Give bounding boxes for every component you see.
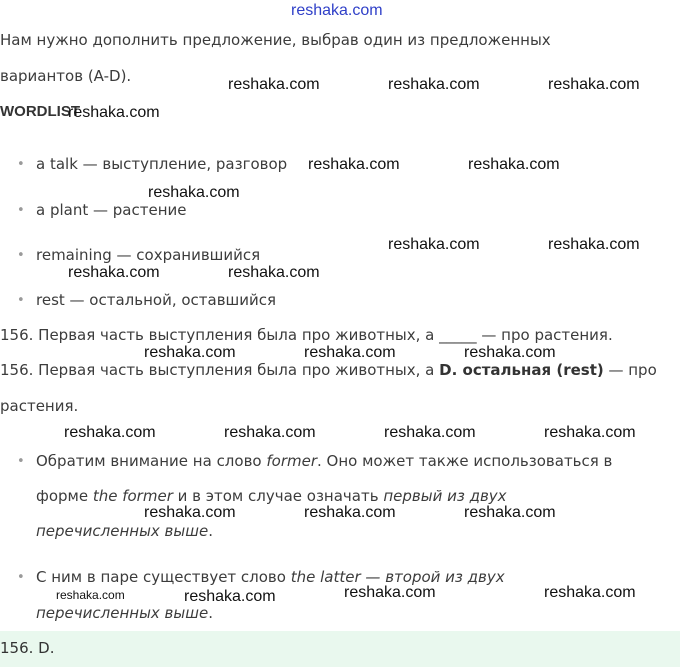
answer-suffix: — про (603, 361, 657, 379)
wordlist-item: rest — остальной, оставшийся (36, 291, 277, 309)
watermark: reshaka.com (68, 104, 160, 121)
watermark: reshaka.com (184, 588, 276, 605)
watermark: reshaka.com (144, 344, 236, 361)
watermark: reshaka.com (56, 588, 125, 602)
note-term: перечисленных выше (36, 522, 209, 540)
watermark: reshaka.com (68, 264, 160, 281)
bullet-dot: • (17, 570, 25, 585)
bullet-dot: • (17, 293, 25, 308)
note-term: первый из двух (383, 487, 507, 505)
bullet-dot: • (17, 248, 25, 263)
final-answer-band (0, 631, 680, 667)
intro-line-2: вариантов (A-D). (0, 67, 132, 85)
note-text: — (360, 568, 386, 586)
intro-line-1: Нам нужно дополнить предложение, выбрав один из предложенных (0, 31, 551, 49)
answer-line-1 (0, 361, 657, 379)
note-text: . (208, 604, 213, 622)
note-text: Обратим внимание на слово (36, 452, 267, 470)
watermark: reshaka.com (304, 344, 396, 361)
watermark: reshaka.com (308, 156, 400, 173)
watermark: reshaka.com (144, 504, 236, 521)
watermark: reshaka.com (388, 236, 480, 253)
note-text: С ним в паре существует слово (36, 568, 291, 586)
bullet-dot: • (17, 157, 25, 172)
wordlist-title: WORDLIST (0, 103, 80, 120)
note-1-line-2 (36, 487, 507, 505)
watermark: reshaka.com (148, 184, 240, 201)
watermark: reshaka.com (304, 504, 396, 521)
bullet-dot: • (17, 203, 25, 218)
answer-choice: D. остальная (rest) (439, 361, 604, 379)
note-term: второй из двух (385, 568, 505, 586)
note-term: the former (92, 487, 173, 505)
watermark: reshaka.com (64, 424, 156, 441)
watermark: reshaka.com (544, 584, 636, 601)
final-answer: 156. D. (0, 639, 55, 657)
note-text: . (208, 522, 213, 540)
watermark: reshaka.com (224, 424, 316, 441)
note-1-line-1 (36, 452, 612, 470)
answer-line-2: растения. (0, 397, 79, 415)
site-link[interactable]: reshaka.com (291, 2, 383, 19)
watermark: reshaka.com (548, 236, 640, 253)
watermark: reshaka.com (228, 76, 320, 93)
wordlist-item: a talk — выступление, разговор (36, 155, 288, 173)
watermark: reshaka.com (388, 76, 480, 93)
note-1-line-3 (36, 522, 213, 540)
note-term: перечисленных выше (36, 604, 209, 622)
watermark: reshaka.com (544, 424, 636, 441)
note-2-line-2 (36, 604, 213, 622)
bullet-dot: • (17, 454, 25, 469)
watermark: reshaka.com (384, 424, 476, 441)
note-text: форме (36, 487, 93, 505)
answer-prefix: 156. Первая часть выступления была про животных, а (0, 361, 440, 379)
watermark: reshaka.com (548, 76, 640, 93)
note-text: . Оно может также использоваться в (317, 452, 613, 470)
watermark: reshaka.com (464, 344, 556, 361)
wordlist-item: remaining — сохранившийся (36, 246, 261, 264)
note-text: и в этом случае означать (172, 487, 384, 505)
watermark: reshaka.com (468, 156, 560, 173)
question-text: 156. Первая часть выступления была про животных, а _____ — про растения. (0, 326, 613, 344)
note-term: former (266, 452, 318, 470)
note-term: the latter (290, 568, 361, 586)
watermark: reshaka.com (344, 584, 436, 601)
watermark: reshaka.com (464, 504, 556, 521)
wordlist-item: a plant — растение (36, 201, 187, 219)
watermark: reshaka.com (228, 264, 320, 281)
